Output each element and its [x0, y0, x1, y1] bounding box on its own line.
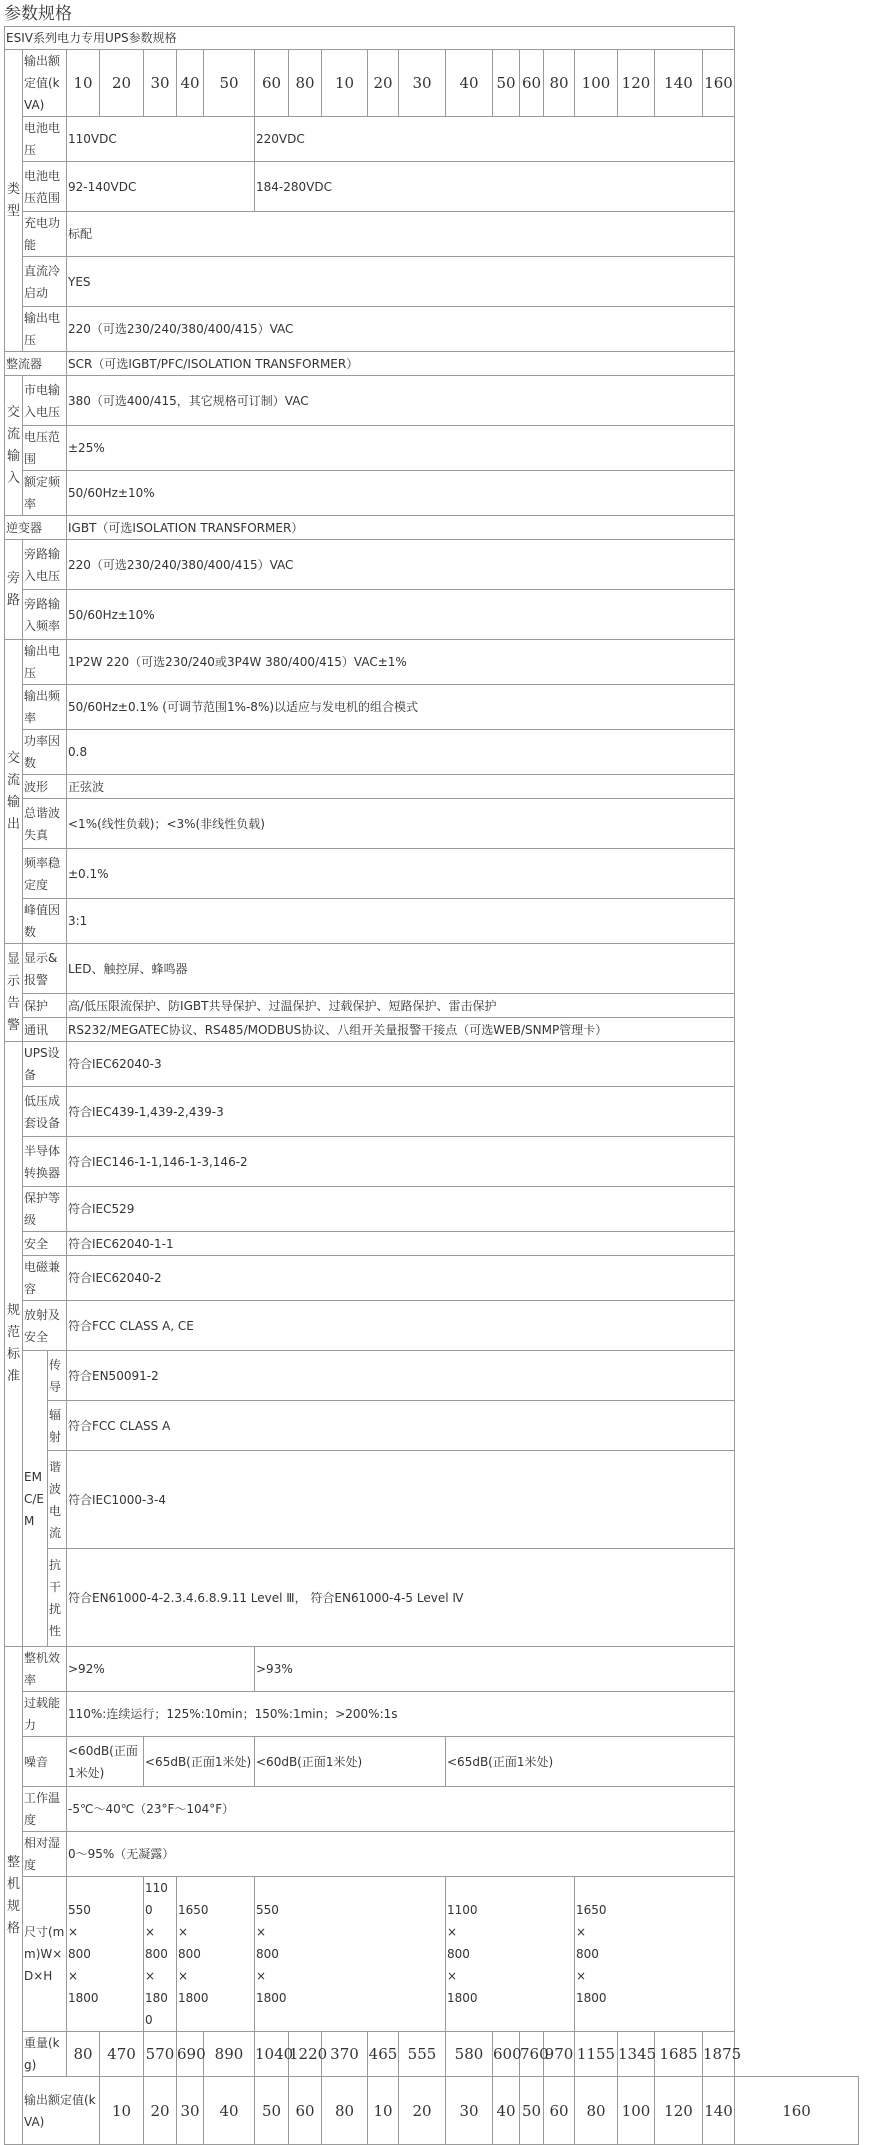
rating-cell: 80	[289, 50, 322, 117]
value-ups-equipment: 符合IEC62040-3	[67, 1042, 735, 1087]
value-out-voltage: 1P2W 220（可选230/240或3P4W 380/400/415）VAC±1%	[67, 640, 735, 685]
value-operating-temp: -5℃～40℃（23°F～104°F）	[67, 1787, 735, 1832]
value-efficiency-a: >92%	[67, 1647, 255, 1692]
dimension-height: 1800	[256, 1991, 287, 2005]
weight-cell: 555	[399, 2032, 446, 2077]
dimension-separator: ×	[68, 1969, 79, 1983]
value-inverter: IGBT（可选ISOLATION TRANSFORMER）	[67, 516, 735, 540]
value-battery-voltage-110: 110VDC	[67, 117, 255, 162]
value-immunity: 符合EN61000-4-2.3.4.6.8.9.11 Level Ⅲ， 符合EN61000-4-5 Level Ⅳ	[67, 1549, 735, 1647]
value-radiated: 符合FCC CLASS A	[67, 1401, 735, 1451]
label-safety: 安全	[23, 1232, 67, 1256]
rating-cell: 160	[703, 50, 735, 117]
rating-cell: 10	[100, 2077, 144, 2145]
value-noise-b: <65dB(正面1米处)	[144, 1737, 255, 1787]
dimension-separator: ×	[256, 1925, 267, 1939]
category-ac-input: 交流输入	[5, 376, 23, 516]
weight-cell: 1345	[618, 2032, 655, 2077]
value-noise-a: <60dB(正面1米处)	[67, 1737, 144, 1787]
dimension-group	[67, 1877, 144, 2032]
rating-cell: 60	[544, 2077, 575, 2145]
rating-cell: 20	[368, 50, 399, 117]
rating-cell: 60	[520, 50, 544, 117]
label-noise: 噪音	[23, 1737, 67, 1787]
dimension-height: 1800	[145, 1991, 168, 2027]
weight-cell: 890	[204, 2032, 255, 2077]
category-type: 类型	[5, 50, 23, 352]
value-emission-safety: 符合FCC CLASS A, CE	[67, 1301, 735, 1351]
label-out-frequency: 输出频率	[23, 685, 67, 730]
dimension-group	[177, 1877, 255, 2032]
value-bypass-input-frequency: 50/60Hz±10%	[67, 590, 735, 640]
label-thd: 总谐波失真	[23, 799, 67, 849]
value-overload: 110%:连续运行；125%:10min；150%:1min；>200%:1s	[67, 1692, 735, 1737]
label-crest-factor: 峰值因数	[23, 899, 67, 944]
dimension-width: 1650	[178, 1903, 209, 1917]
label-power-factor: 功率因数	[23, 730, 67, 775]
table-title: ESIV系列电力专用UPS参数规格	[5, 27, 735, 50]
label-low-voltage-set: 低压成套设备	[23, 1087, 67, 1137]
weight-cell: 600	[493, 2032, 520, 2077]
rating-cell: 20	[399, 2077, 446, 2145]
rating-cell: 120	[655, 2077, 703, 2145]
rating-cell: 40	[177, 50, 204, 117]
label-overload: 过载能力	[23, 1692, 67, 1737]
category-display: 显示告警	[5, 944, 23, 1042]
value-thd: <1%(线性负载)；<3%(非线性负载)	[67, 799, 735, 849]
rating-cell: 140	[703, 2077, 735, 2145]
dimension-depth: 800	[68, 1947, 91, 1961]
dimension-depth: 800	[145, 1947, 168, 1961]
rating-cell: 100	[618, 2077, 655, 2145]
rating-cell: 140	[655, 50, 703, 117]
dimension-height: 1800	[576, 1991, 607, 2005]
label-emc: 电磁兼容	[23, 1256, 67, 1301]
value-mains-input-voltage: 380（可选400/415，其它规格可订制）VAC	[67, 376, 735, 426]
rating-cell: 30	[177, 2077, 204, 2145]
rating-cell: 120	[618, 50, 655, 117]
label-conducted: 传导	[48, 1351, 67, 1401]
label-protection: 保护	[23, 994, 67, 1018]
label-operating-temp: 工作温度	[23, 1787, 67, 1832]
value-noise-d: <65dB(正面1米处)	[446, 1737, 735, 1787]
rating-cell: 100	[575, 50, 618, 117]
label-dc-cold-start: 直流冷启动	[23, 257, 67, 307]
dimension-separator: ×	[576, 1969, 587, 1983]
dimension-height: 1800	[178, 1991, 209, 2005]
label-semiconductor: 半导体转换器	[23, 1137, 67, 1187]
label-ups-equipment: UPS设备	[23, 1042, 67, 1087]
rating-cell: 20	[100, 50, 144, 117]
weight-cell: 470	[100, 2032, 144, 2077]
rating-cell: 60	[289, 2077, 322, 2145]
dimension-depth: 800	[178, 1947, 201, 1961]
value-voltage-range: ±25%	[67, 426, 735, 471]
label-display-alarm: 显示&报警	[23, 944, 67, 994]
rating-cell: 50	[520, 2077, 544, 2145]
label-charging: 充电功能	[23, 212, 67, 257]
value-crest-factor: 3:1	[67, 899, 735, 944]
dimension-width: 550	[256, 1903, 279, 1917]
dimension-width: 550	[68, 1903, 91, 1917]
label-emc-em: EMC/EM	[23, 1351, 48, 1647]
value-bypass-input-voltage: 220（可选230/240/380/400/415）VAC	[67, 540, 735, 590]
weight-cell: 1040	[255, 2032, 289, 2077]
value-protection: 高/低压限流保护、防IGBT共导保护、过温保护、过载保护、短路保护、雷击保护	[67, 994, 735, 1018]
value-semiconductor: 符合IEC146-1-1,146-1-3,146-2	[67, 1137, 735, 1187]
category-machine: 整机规格	[5, 1647, 23, 2145]
weight-cell: 370	[322, 2032, 368, 2077]
dimension-width: 1100	[447, 1903, 478, 1917]
rating-cell: 10	[67, 50, 100, 117]
label-voltage-range: 电压范围	[23, 426, 67, 471]
dimension-height: 1800	[447, 1991, 478, 2005]
category-ac-output: 交流输出	[5, 640, 23, 944]
weight-cell: 1875	[703, 2032, 735, 2077]
dimension-depth: 800	[256, 1947, 279, 1961]
label-humidity: 相对湿度	[23, 1832, 67, 1877]
rating-cell: 30	[399, 50, 446, 117]
label-protection-grade: 保护等级	[23, 1187, 67, 1232]
label-harmonic-current: 谐波电流	[48, 1451, 67, 1549]
dimension-depth: 800	[576, 1947, 599, 1961]
value-efficiency-b: >93%	[255, 1647, 735, 1692]
value-dc-cold-start: YES	[67, 257, 735, 307]
dimension-separator: ×	[145, 1925, 156, 1939]
rating-cell: 30	[446, 2077, 493, 2145]
rating-cell: 10	[322, 50, 368, 117]
rating-cell: 30	[144, 50, 177, 117]
value-noise-c: <60dB(正面1米处)	[255, 1737, 446, 1787]
dimension-group	[144, 1877, 177, 2032]
weight-cell: 465	[368, 2032, 399, 2077]
dimension-height: 1800	[68, 1991, 99, 2005]
rating-cell: 20	[144, 2077, 177, 2145]
weight-cell: 80	[67, 2032, 100, 2077]
label-battery-range: 电池电压范围	[23, 162, 67, 212]
value-output-voltage: 220（可选230/240/380/400/415）VAC	[67, 307, 735, 352]
dimension-separator: ×	[447, 1925, 458, 1939]
weight-cell: 760	[520, 2032, 544, 2077]
rating-cell: 80	[544, 50, 575, 117]
weight-cell: 570	[144, 2032, 177, 2077]
spec-table	[4, 26, 859, 2145]
value-safety: 符合IEC62040-1-1	[67, 1232, 735, 1256]
value-harmonic-current: 符合IEC1000-3-4	[67, 1451, 735, 1549]
dimension-separator: ×	[68, 1925, 79, 1939]
rating-cell: 40	[493, 2077, 520, 2145]
dimension-separator: ×	[178, 1969, 189, 1983]
dimension-separator: ×	[256, 1969, 267, 1983]
label-rectifier: 整流器	[5, 352, 67, 376]
label-rated-output: 输出额定值(kVA)	[23, 50, 67, 117]
label-efficiency: 整机效率	[23, 1647, 67, 1692]
dimension-width: 1100	[145, 1881, 168, 1917]
value-out-frequency: 50/60Hz±0.1% (可调节范围1%-8%)以适应与发电机的组合模式	[67, 685, 735, 730]
value-rated-frequency: 50/60Hz±10%	[67, 471, 735, 516]
label-weight: 重量(kg)	[23, 2032, 67, 2077]
value-humidity: 0～95%（无凝露）	[67, 1832, 735, 1877]
dimension-separator: ×	[447, 1969, 458, 1983]
value-protection-grade: 符合IEC529	[67, 1187, 735, 1232]
label-rated-frequency: 额定频率	[23, 471, 67, 516]
label-communication: 通讯	[23, 1018, 67, 1042]
label-radiated: 辐射	[48, 1401, 67, 1451]
category-standards: 规范标准	[5, 1042, 23, 1647]
value-power-factor: 0.8	[67, 730, 735, 775]
rating-cell: 50	[493, 50, 520, 117]
label-emission-safety: 放射及安全	[23, 1301, 67, 1351]
value-battery-range-b: 184-280VDC	[255, 162, 735, 212]
weight-cell: 1685	[655, 2032, 703, 2077]
rating-cell: 40	[204, 2077, 255, 2145]
dimension-separator: ×	[178, 1925, 189, 1939]
label-battery-voltage: 电池电压	[23, 117, 67, 162]
label-bypass-input-frequency: 旁路输入频率	[23, 590, 67, 640]
label-mains-input-voltage: 市电输入电压	[23, 376, 67, 426]
category-bypass: 旁路	[5, 540, 23, 640]
weight-cell: 580	[446, 2032, 493, 2077]
dimension-group	[255, 1877, 446, 2032]
rating-cell: 10	[368, 2077, 399, 2145]
rating-cell: 40	[446, 50, 493, 117]
rating-cell: 160	[735, 2077, 859, 2145]
weight-cell: 970	[544, 2032, 575, 2077]
dimension-separator: ×	[145, 1969, 156, 1983]
value-communication: RS232/MEGATEC协议、RS485/MODBUS协议、八组开关量报警干接点（可选WEB/SNMP管理卡）	[67, 1018, 735, 1042]
value-battery-range-a: 92-140VDC	[67, 162, 255, 212]
rating-cell: 80	[322, 2077, 368, 2145]
dimension-group	[575, 1877, 735, 2032]
rating-cell: 50	[255, 2077, 289, 2145]
value-display-alarm: LED、触控屏、蜂鸣器	[67, 944, 735, 994]
rating-cell: 60	[255, 50, 289, 117]
dimension-separator: ×	[576, 1925, 587, 1939]
value-low-voltage-set: 符合IEC439-1,439-2,439-3	[67, 1087, 735, 1137]
label-dimensions: 尺寸(mm)W×D×H	[23, 1877, 67, 2032]
label-inverter: 逆变器	[5, 516, 67, 540]
label-freq-stability: 频率稳定度	[23, 849, 67, 899]
value-conducted: 符合EN50091-2	[67, 1351, 735, 1401]
label-rated-output-bottom: 输出额定值(kVA)	[23, 2077, 100, 2145]
dimension-depth: 800	[447, 1947, 470, 1961]
page-title: 参数规格	[4, 4, 72, 24]
value-rectifier: SCR（可选IGBT/PFC/ISOLATION TRANSFORMER）	[67, 352, 735, 376]
value-waveform: 正弦波	[67, 775, 735, 799]
value-freq-stability: ±0.1%	[67, 849, 735, 899]
dimension-width: 1650	[576, 1903, 607, 1917]
value-battery-voltage-220: 220VDC	[255, 117, 735, 162]
label-output-voltage: 输出电压	[23, 307, 67, 352]
rating-cell: 50	[204, 50, 255, 117]
weight-cell: 690	[177, 2032, 204, 2077]
label-bypass-input-voltage: 旁路输入电压	[23, 540, 67, 590]
label-waveform: 波形	[23, 775, 67, 799]
weight-cell: 1155	[575, 2032, 618, 2077]
label-immunity: 抗干扰性	[48, 1549, 67, 1647]
dimension-group	[446, 1877, 575, 2032]
weight-cell: 1220	[289, 2032, 322, 2077]
label-out-voltage: 输出电压	[23, 640, 67, 685]
value-emc: 符合IEC62040-2	[67, 1256, 735, 1301]
rating-cell: 80	[575, 2077, 618, 2145]
value-charging: 标配	[67, 212, 735, 257]
